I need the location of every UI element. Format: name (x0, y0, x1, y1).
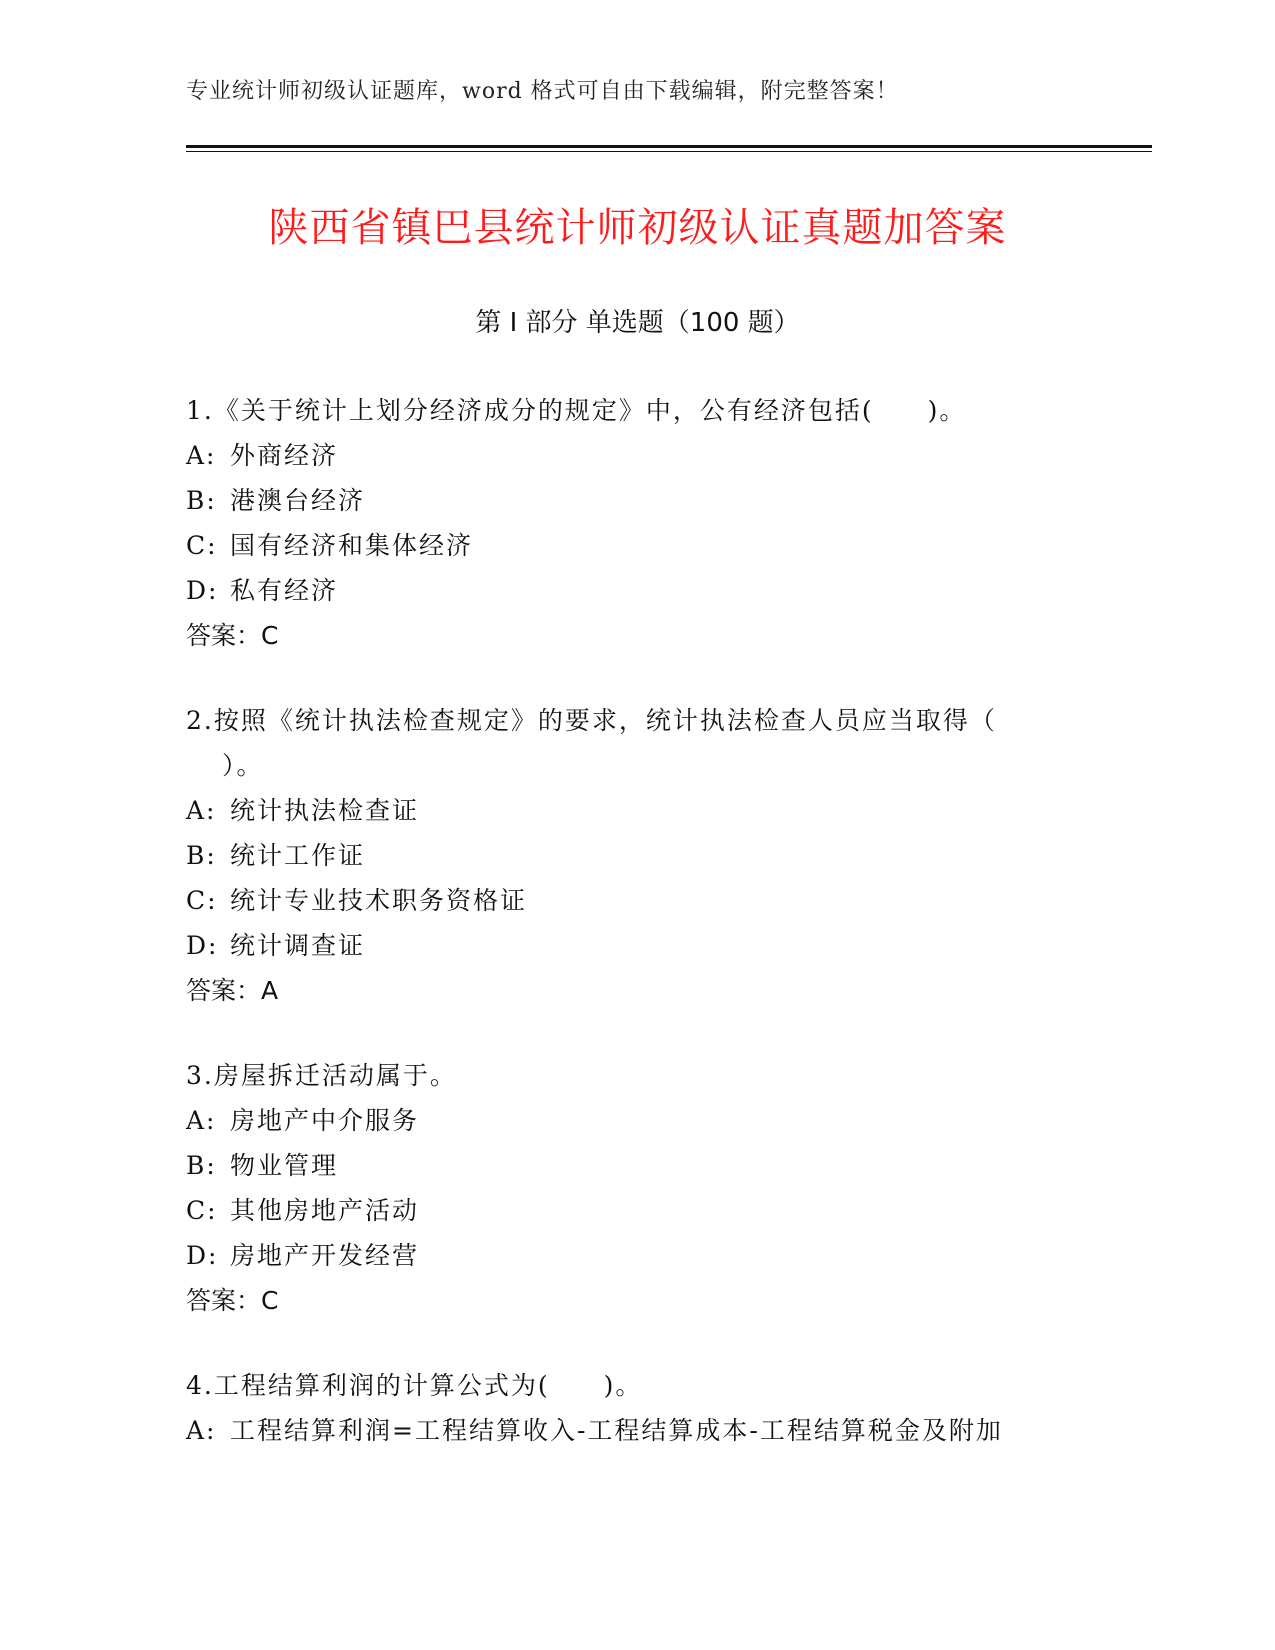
option-c (186, 523, 1066, 568)
option-c (186, 1188, 1066, 1233)
option-text: 港澳台经济 (230, 486, 366, 515)
option-key: C: (186, 886, 218, 915)
option-key: D: (186, 931, 219, 960)
document-title: 陕西省镇巴县统计师初级认证真题加答案 (268, 205, 1007, 251)
question-stem (186, 388, 1066, 433)
question-stem-continuation: ）。 (222, 751, 264, 780)
option-a (186, 1408, 1066, 1453)
question-stem (186, 698, 1066, 788)
section-title: 第 I 部分 单选题（100 题） (475, 308, 800, 338)
option-d (186, 923, 1066, 968)
option-text: 统计工作证 (230, 841, 366, 870)
option-key: C: (186, 531, 218, 560)
option-text: 房地产中介服务 (230, 1106, 420, 1135)
option-text: 物业管理 (230, 1151, 339, 1180)
option-key: A: (186, 796, 217, 825)
header-note: 专业统计师初级认证题库，word 格式可自由下载编辑，附完整答案！ (186, 79, 899, 104)
option-d (186, 568, 1066, 613)
option-a (186, 1098, 1066, 1143)
question-1 (186, 388, 1066, 658)
option-key: D: (186, 1241, 219, 1270)
answer-line: 答案：C (186, 1286, 279, 1315)
question-stem-text: 3.房屋拆迁活动属于。 (186, 1061, 457, 1090)
header-rule-thick (186, 145, 1152, 148)
option-text: 统计专业技术职务资格证 (230, 886, 528, 915)
option-key: B: (186, 841, 217, 870)
option-text: 工程结算利润=工程结算收入-工程结算成本-工程结算税金及附加 (230, 1416, 1003, 1445)
question-list (186, 388, 1066, 1493)
option-key: B: (186, 486, 217, 515)
question-3 (186, 1053, 1066, 1323)
option-text: 外商经济 (230, 441, 339, 470)
question-stem-text: 1.《关于统计上划分经济成分的规定》中，公有经济包括( )。 (186, 396, 967, 425)
option-text: 国有经济和集体经济 (230, 531, 474, 560)
question-2 (186, 698, 1066, 1013)
question-stem (186, 1053, 1066, 1098)
option-key: A: (186, 1416, 217, 1445)
question-stem-text: 2.按照《统计执法检查规定》的要求，统计执法检查人员应当取得（ (186, 706, 997, 735)
option-b (186, 478, 1066, 523)
option-text: 其他房地产活动 (230, 1196, 420, 1225)
option-text: 私有经济 (230, 576, 339, 605)
option-a (186, 788, 1066, 833)
option-d (186, 1233, 1066, 1278)
answer-line: 答案：C (186, 621, 279, 650)
option-key: D: (186, 576, 219, 605)
option-b (186, 833, 1066, 878)
option-text: 统计执法检查证 (230, 796, 420, 825)
option-text: 房地产开发经营 (230, 1241, 420, 1270)
question-4 (186, 1363, 1066, 1453)
option-a (186, 433, 1066, 478)
question-stem (186, 1363, 1066, 1408)
option-key: B: (186, 1151, 217, 1180)
option-key: A: (186, 441, 217, 470)
option-c (186, 878, 1066, 923)
header-rule-thin (186, 151, 1152, 152)
answer-line: 答案：A (186, 976, 279, 1005)
question-stem-text: 4.工程结算利润的计算公式为( )。 (186, 1371, 643, 1400)
option-key: A: (186, 1106, 217, 1135)
option-text: 统计调查证 (230, 931, 366, 960)
option-b (186, 1143, 1066, 1188)
option-key: C: (186, 1196, 218, 1225)
